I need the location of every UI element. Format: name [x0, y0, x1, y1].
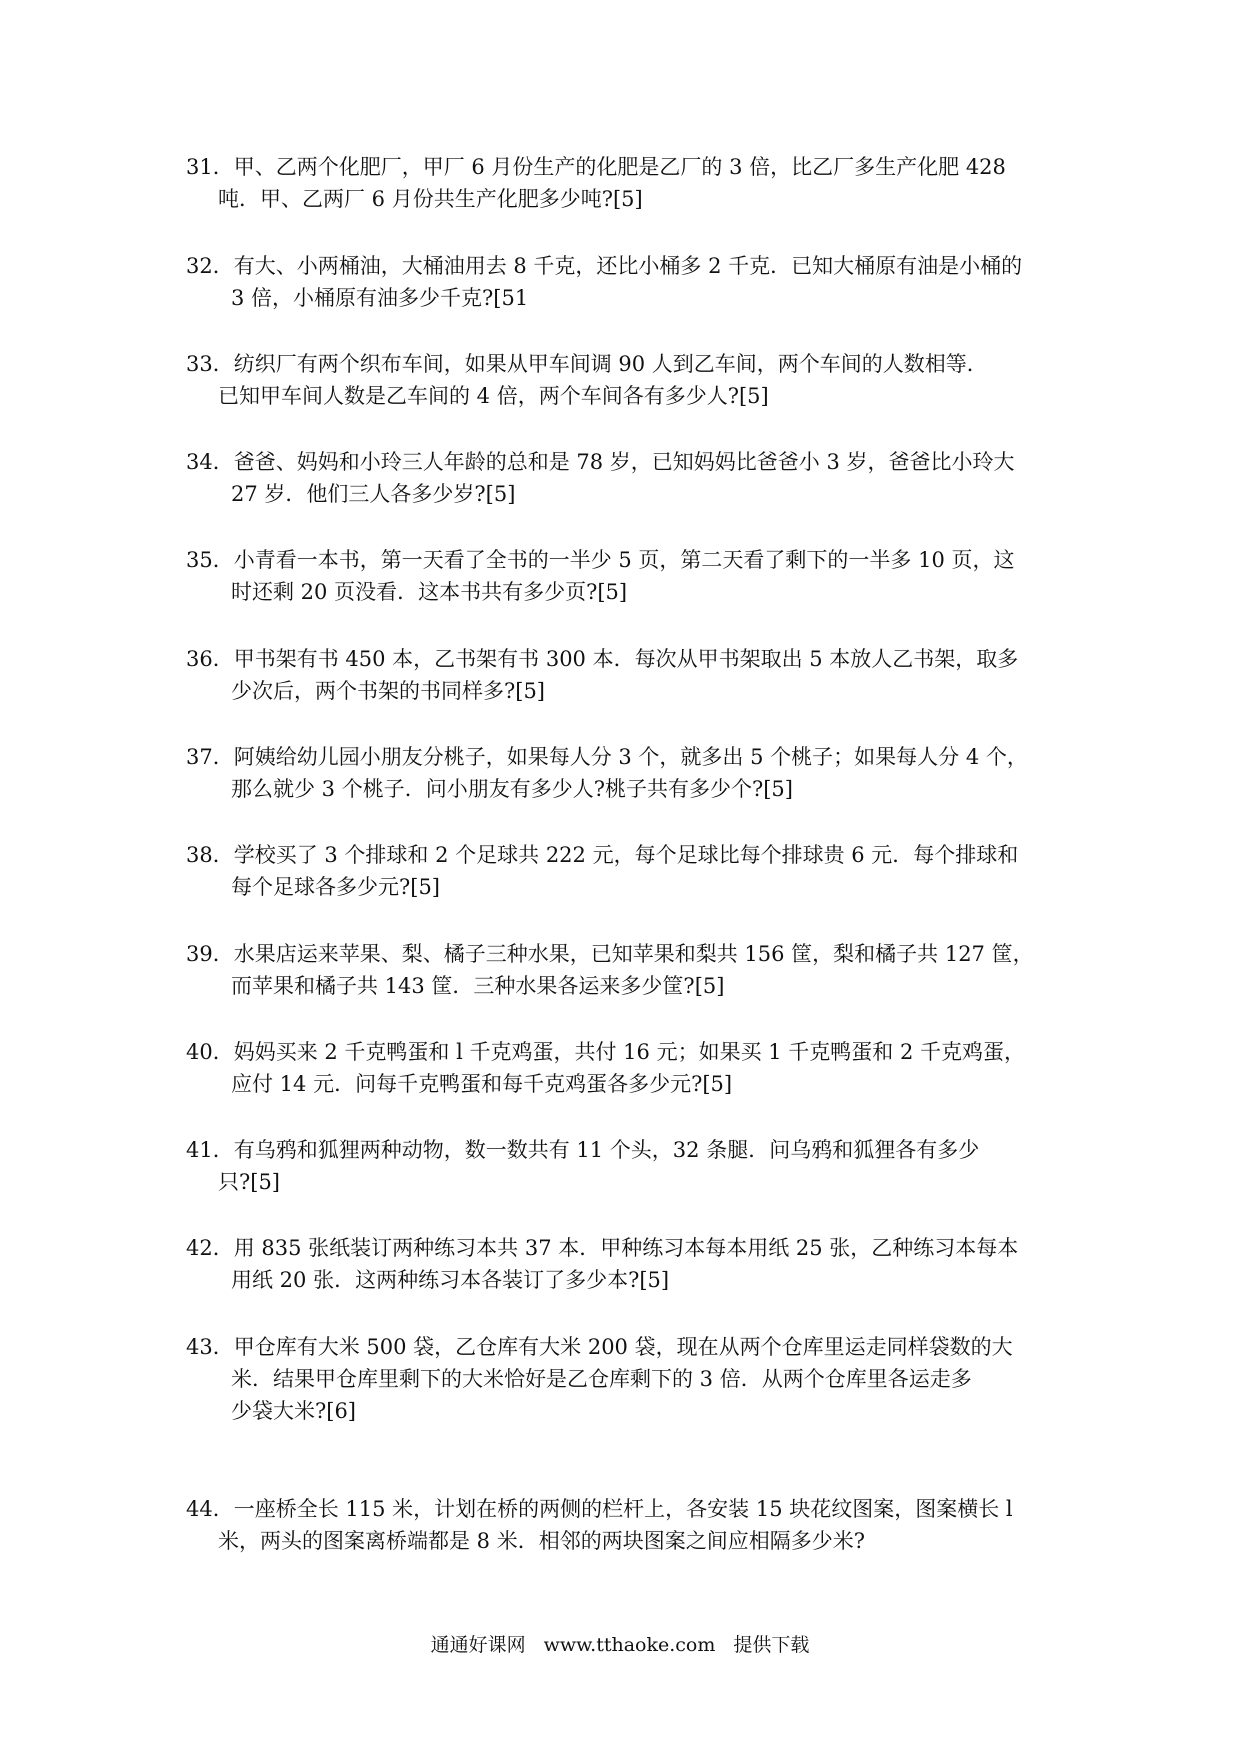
problem-line: 42．用 835 张纸装订两种练习本共 37 本．甲种练习本每本用纸 25 张，乙种练习本每本: [186, 1236, 1019, 1260]
problem-line: 41．有乌鸦和狐狸两种动物，数一数共有 11 个头，32 条腿．问乌鸦和狐狸各有多少: [186, 1138, 980, 1162]
problem-34: [186, 446, 1056, 510]
problem-line: 31．甲、乙两个化肥厂，甲厂 6 月份生产的化肥是乙厂的 3 倍，比乙厂多生产化肥 428: [186, 155, 1006, 179]
problem-line: 34．爸爸、妈妈和小玲三人年龄的总和是 78 岁，已知妈妈比爸爸小 3 岁，爸爸比小玲大: [186, 450, 1015, 474]
problem-44: [186, 1493, 1056, 1557]
problem-line: 27 岁．他们三人各多少岁?[5]: [231, 482, 516, 506]
problem-line: 吨．甲、乙两厂 6 月份共生产化肥多少吨?[5]: [218, 187, 643, 211]
problem-line: 35．小青看一本书，第一天看了全书的一半少 5 页，第二天看了剩下的一半多 10 页，这: [186, 548, 1015, 572]
problem-line: 39．水果店运来苹果、梨、橘子三种水果，已知苹果和梨共 156 筐，梨和橘子共 127 筐，: [186, 942, 1034, 966]
problem-39: [186, 938, 1056, 1002]
footer-suffix: 提供下载: [733, 1634, 810, 1656]
problem-line: 32．有大、小两桶油，大桶油用去 8 千克，还比小桶多 2 千克．已知大桶原有油是小桶的: [186, 254, 1023, 278]
problem-38: [186, 839, 1056, 903]
problem-37: [186, 741, 1056, 805]
problem-line: 44．一座桥全长 115 米，计划在桥的两侧的栏杆上，各安装 15 块花纹图案，图案横长 l: [186, 1497, 1013, 1521]
problem-line: 时还剩 20 页没看．这本书共有多少页?[5]: [231, 580, 628, 604]
problem-line: 40．妈妈买来 2 千克鸭蛋和 l 千克鸡蛋，共付 16 元；如果买 1 千克鸭蛋和 2 千克鸡蛋，: [186, 1040, 1025, 1064]
problem-line: 而苹果和橘子共 143 筐．三种水果各运来多少筐?[5]: [231, 974, 725, 998]
problem-line: 每个足球各多少元?[5]: [231, 875, 441, 899]
problem-line: 那么就少 3 个桃子．问小朋友有多少人?桃子共有多少个?[5]: [231, 777, 793, 801]
problem-31: [186, 151, 1056, 215]
problem-43: [186, 1331, 1056, 1427]
footer-url[interactable]: www.tthaoke.com: [543, 1634, 716, 1656]
problem-line: 43．甲仓库有大米 500 袋，乙仓库有大米 200 袋，现在从两个仓库里运走同样袋数的大: [186, 1335, 1013, 1359]
footer-site-name: 通通好课网: [430, 1634, 526, 1656]
problem-line: 36．甲书架有书 450 本，乙书架有书 300 本．每次从甲书架取出 5 本放人乙书架，取多: [186, 647, 1019, 671]
problem-line: 只?[5]: [218, 1170, 281, 1194]
problem-33: [186, 348, 1056, 412]
problem-32: [186, 250, 1056, 314]
problem-line: 少袋大米?[6]: [231, 1399, 357, 1423]
problem-35: [186, 544, 1056, 608]
problem-41: [186, 1134, 1056, 1198]
problem-line: 37．阿姨给幼儿园小朋友分桃子，如果每人分 3 个，就多出 5 个桃子；如果每人分 4 个，: [186, 745, 1028, 769]
problem-line: 用纸 20 张．这两种练习本各装订了多少本?[5]: [231, 1268, 670, 1292]
problem-40: [186, 1036, 1056, 1100]
problem-line: 米，两头的图案离桥端都是 8 米．相邻的两块图案之间应相隔多少米?: [218, 1529, 865, 1553]
problem-line: 米．结果甲仓库里剩下的大米恰好是乙仓库剩下的 3 倍．从两个仓库里各运走多: [231, 1367, 972, 1391]
problem-line: 38．学校买了 3 个排球和 2 个足球共 222 元，每个足球比每个排球贵 6 元．每个排球和: [186, 843, 1019, 867]
problem-line: 少次后，两个书架的书同样多?[5]: [231, 679, 546, 703]
problem-line: 33．纺织厂有两个织布车间，如果从甲车间调 90 人到乙车间，两个车间的人数相等．: [186, 352, 988, 376]
problem-line: 应付 14 元．问每千克鸭蛋和每千克鸡蛋各多少元?[5]: [231, 1072, 733, 1096]
problem-36: [186, 643, 1056, 707]
problem-42: [186, 1232, 1056, 1296]
problem-line: 3 倍，小桶原有油多少千克?[51: [231, 286, 529, 310]
page-footer: [0, 1632, 1240, 1658]
problem-line: 已知甲车间人数是乙车间的 4 倍，两个车间各有多少人?[5]: [218, 384, 769, 408]
